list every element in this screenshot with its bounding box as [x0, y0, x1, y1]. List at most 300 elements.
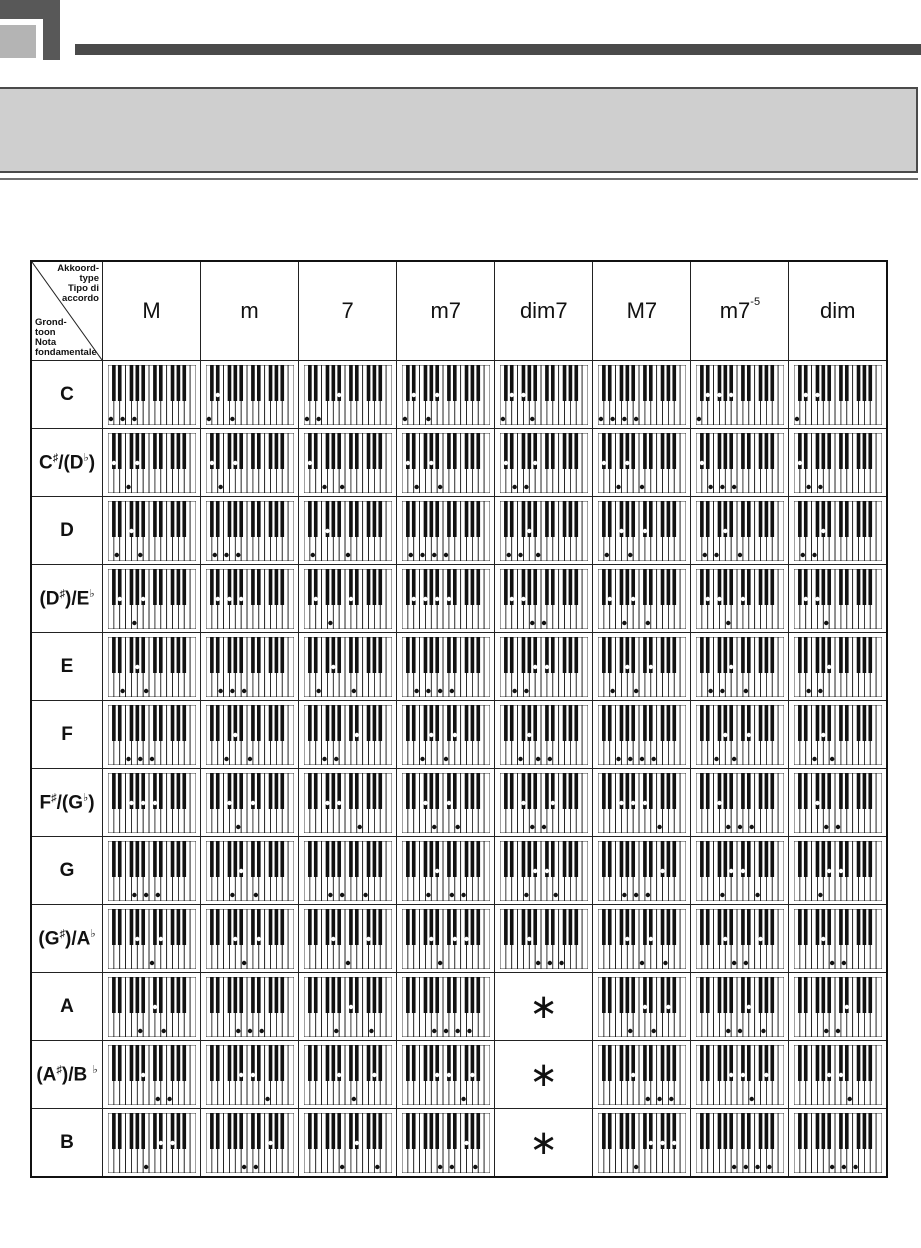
pressed-key-dot — [738, 552, 742, 556]
chord-type-name: m — [240, 298, 259, 323]
pressed-key-dot — [821, 936, 825, 940]
black-key — [706, 841, 710, 877]
black-key — [423, 841, 427, 877]
black-key — [619, 433, 623, 469]
black-key — [112, 841, 116, 877]
black-key — [476, 1113, 480, 1149]
black-key — [366, 569, 370, 605]
black-key — [631, 501, 635, 537]
chord-cell — [201, 973, 299, 1041]
chord-cell — [691, 973, 789, 1041]
black-key — [798, 1113, 802, 1149]
keyboard-diagram — [402, 1045, 490, 1105]
chord-type-label — [57, 264, 99, 304]
keyboard-diagram — [206, 433, 294, 493]
black-key — [216, 637, 220, 673]
white-key — [582, 569, 588, 629]
chord-cell — [201, 429, 299, 497]
black-key — [602, 773, 606, 809]
black-key — [182, 977, 186, 1013]
keyboard-diagram — [402, 365, 490, 425]
black-key — [827, 365, 831, 401]
black-key — [476, 433, 480, 469]
black-key — [723, 1113, 727, 1149]
black-key — [661, 909, 665, 945]
keyboard-diagram — [206, 637, 294, 697]
pressed-key-dot — [236, 824, 240, 828]
chord-cell — [691, 361, 789, 429]
black-key — [182, 1113, 186, 1149]
black-key — [562, 637, 566, 673]
keyboard-diagram — [304, 1045, 392, 1105]
white-key — [778, 637, 784, 697]
pressed-key-dot — [744, 960, 748, 964]
keyboard-diagram — [402, 569, 490, 629]
black-key — [476, 637, 480, 673]
pressed-key-dot — [815, 596, 819, 600]
pressed-key-dot — [815, 392, 819, 396]
pressed-key-dot — [120, 688, 124, 692]
pressed-key-dot — [432, 1028, 436, 1032]
black-key — [602, 977, 606, 1013]
pressed-key-dot — [138, 552, 142, 556]
pressed-key-dot — [749, 1096, 753, 1100]
black-key — [643, 705, 647, 741]
black-key — [821, 433, 825, 469]
black-key — [631, 637, 635, 673]
black-key — [619, 841, 623, 877]
white-key — [484, 977, 490, 1037]
keyboard-diagram — [206, 909, 294, 969]
black-key — [268, 773, 272, 809]
pressed-key-dot — [646, 1096, 650, 1100]
black-key — [770, 501, 774, 537]
pressed-key-dot — [149, 960, 153, 964]
keyboard-diagram — [206, 1045, 294, 1105]
black-key — [545, 909, 549, 945]
black-key — [233, 1045, 237, 1081]
black-key — [129, 433, 133, 469]
black-key — [435, 501, 439, 537]
white-key — [680, 569, 686, 629]
black-key — [308, 1113, 312, 1149]
white-key — [680, 637, 686, 697]
black-key — [839, 1113, 843, 1149]
black-key — [268, 977, 272, 1013]
pressed-key-dot — [322, 484, 326, 488]
chord-type-line: Akkoord- — [57, 263, 99, 274]
black-key — [798, 637, 802, 673]
black-key — [672, 773, 676, 809]
black-key — [423, 705, 427, 741]
black-key — [827, 773, 831, 809]
black-key — [349, 909, 353, 945]
pressed-key-dot — [129, 800, 133, 804]
black-key — [868, 841, 872, 877]
pressed-key-dot — [616, 756, 620, 760]
black-key — [700, 1113, 704, 1149]
black-key — [770, 705, 774, 741]
black-key — [182, 637, 186, 673]
black-key — [666, 909, 670, 945]
keyboard-diagram — [696, 501, 784, 561]
black-key — [464, 773, 468, 809]
white-key — [288, 1045, 294, 1105]
black-key — [845, 433, 849, 469]
black-key — [533, 501, 537, 537]
black-key — [447, 433, 451, 469]
black-key — [759, 433, 763, 469]
chord-cell — [691, 1109, 789, 1178]
pressed-key-dot — [714, 756, 718, 760]
black-key — [868, 1045, 872, 1081]
white-key — [288, 977, 294, 1037]
black-key — [729, 977, 733, 1013]
black-key — [251, 909, 255, 945]
black-key — [233, 977, 237, 1013]
black-key — [176, 433, 180, 469]
chord-cell — [789, 769, 887, 837]
black-key — [112, 909, 116, 945]
keyboard-diagram — [108, 977, 196, 1037]
pressed-key-dot — [625, 936, 629, 940]
black-key — [827, 1113, 831, 1149]
black-key — [366, 773, 370, 809]
white-key — [288, 909, 294, 969]
black-key — [839, 977, 843, 1013]
pressed-key-dot — [729, 1072, 733, 1076]
chord-cell — [103, 497, 201, 565]
root-note-text: C — [38, 452, 53, 474]
black-key — [274, 501, 278, 537]
pressed-key-dot — [830, 756, 834, 760]
black-key — [280, 1113, 284, 1149]
black-key — [251, 569, 255, 605]
black-key — [798, 841, 802, 877]
white-key — [778, 773, 784, 833]
pressed-key-dot — [530, 824, 534, 828]
chord-cell — [299, 1109, 397, 1178]
white-key — [778, 501, 784, 561]
pressed-key-dot — [827, 1072, 831, 1076]
black-key — [700, 977, 704, 1013]
white-key — [386, 501, 392, 561]
black-key — [406, 909, 410, 945]
pressed-key-dot — [236, 1028, 240, 1032]
black-key — [470, 841, 474, 877]
black-key — [435, 637, 439, 673]
black-key — [568, 841, 572, 877]
chord-cell — [397, 905, 495, 973]
white-key — [386, 1113, 392, 1173]
black-key — [257, 1045, 261, 1081]
keyboard-diagram — [304, 365, 392, 425]
black-key — [216, 1045, 220, 1081]
black-key — [868, 501, 872, 537]
black-key — [470, 501, 474, 537]
black-key — [706, 433, 710, 469]
white-key — [680, 1113, 686, 1173]
black-key — [815, 977, 819, 1013]
white-key — [876, 1113, 882, 1173]
pressed-key-dot — [348, 1004, 352, 1008]
black-key — [845, 773, 849, 809]
black-key — [366, 1113, 370, 1149]
black-key — [562, 841, 566, 877]
pressed-key-dot — [414, 484, 418, 488]
pressed-key-dot — [521, 392, 525, 396]
pressed-key-dot — [152, 1004, 156, 1008]
root-note-text: F — [61, 723, 73, 745]
pressed-key-dot — [628, 756, 632, 760]
black-key — [798, 977, 802, 1013]
black-key — [856, 433, 860, 469]
black-key — [551, 501, 555, 537]
black-key — [770, 637, 774, 673]
black-key — [274, 705, 278, 741]
pressed-key-dot — [767, 1164, 771, 1168]
chord-cell — [299, 429, 397, 497]
pressed-key-dot — [209, 460, 213, 464]
black-key — [331, 841, 335, 877]
pressed-key-dot — [827, 868, 831, 872]
pressed-key-dot — [411, 392, 415, 396]
white-key — [484, 773, 490, 833]
pressed-key-dot — [449, 688, 453, 692]
pressed-key-dot — [853, 1164, 857, 1168]
pressed-key-dot — [806, 484, 810, 488]
keyboard-diagram — [206, 841, 294, 901]
chord-cell — [201, 565, 299, 633]
black-key — [868, 569, 872, 605]
pressed-key-dot — [599, 416, 603, 420]
keyboard-diagram — [304, 773, 392, 833]
pressed-key-dot — [224, 756, 228, 760]
black-key — [608, 909, 612, 945]
white-key — [876, 1045, 882, 1105]
black-key — [747, 909, 751, 945]
pressed-key-dot — [628, 552, 632, 556]
white-key — [778, 365, 784, 425]
black-key — [862, 773, 866, 809]
black-key — [274, 637, 278, 673]
white-key — [680, 977, 686, 1037]
pressed-key-dot — [827, 664, 831, 668]
black-key — [337, 637, 341, 673]
black-key — [476, 365, 480, 401]
black-key — [527, 773, 531, 809]
chord-cell — [201, 361, 299, 429]
black-key — [608, 365, 612, 401]
keyboard-diagram — [206, 1113, 294, 1173]
black-key — [153, 1113, 157, 1149]
pressed-key-dot — [741, 868, 745, 872]
keyboard-diagram — [696, 1045, 784, 1105]
black-key — [159, 637, 163, 673]
black-key — [435, 705, 439, 741]
black-key — [233, 1113, 237, 1149]
pressed-key-dot — [836, 824, 840, 828]
pressed-key-dot — [646, 620, 650, 624]
pressed-key-dot — [542, 824, 546, 828]
black-key — [406, 977, 410, 1013]
chord-cell — [593, 361, 691, 429]
root-note-row — [31, 565, 887, 633]
root-note-header — [31, 565, 103, 633]
black-key — [476, 705, 480, 741]
keyboard-diagram — [402, 909, 490, 969]
black-key — [672, 501, 676, 537]
black-key — [141, 637, 145, 673]
black-key — [447, 501, 451, 537]
black-key — [862, 977, 866, 1013]
black-key — [274, 909, 278, 945]
black-key — [798, 773, 802, 809]
white-key — [288, 1113, 294, 1173]
black-key — [239, 637, 243, 673]
black-key — [349, 841, 353, 877]
white-key — [680, 1045, 686, 1105]
black-key — [170, 1045, 174, 1081]
black-key — [815, 501, 819, 537]
black-key — [562, 909, 566, 945]
root-note-label — [35, 318, 97, 358]
white-key — [778, 569, 784, 629]
pressed-key-dot — [524, 892, 528, 896]
black-key — [378, 773, 382, 809]
pressed-key-dot — [340, 1164, 344, 1168]
white-key — [778, 1113, 784, 1173]
black-key — [815, 1113, 819, 1149]
black-key — [856, 1045, 860, 1081]
white-key — [582, 909, 588, 969]
black-key — [856, 773, 860, 809]
black-key — [412, 433, 416, 469]
pressed-key-dot — [432, 552, 436, 556]
white-key — [582, 773, 588, 833]
chord-cell — [299, 905, 397, 973]
keyboard-diagram — [598, 773, 686, 833]
black-key — [435, 977, 439, 1013]
black-key — [464, 637, 468, 673]
pressed-key-dot — [250, 800, 254, 804]
white-key — [582, 705, 588, 765]
pressed-key-dot — [141, 596, 145, 600]
black-key — [325, 977, 329, 1013]
pressed-key-dot — [429, 936, 433, 940]
black-key — [135, 841, 139, 877]
pressed-key-dot — [660, 1140, 664, 1144]
black-key — [718, 1045, 722, 1081]
black-key — [574, 841, 578, 877]
pressed-key-dot — [841, 1164, 845, 1168]
black-key — [845, 569, 849, 605]
black-key — [759, 773, 763, 809]
black-key — [378, 909, 382, 945]
root-note-row — [31, 633, 887, 701]
black-key — [112, 637, 116, 673]
keyboard-diagram — [500, 433, 588, 493]
black-key — [274, 569, 278, 605]
black-key — [747, 1045, 751, 1081]
pressed-key-dot — [631, 596, 635, 600]
chord-cell — [789, 905, 887, 973]
pressed-key-dot — [438, 1164, 442, 1168]
black-key — [268, 501, 272, 537]
chord-cell — [593, 973, 691, 1041]
not-available-mark: ∗ — [529, 986, 559, 1027]
black-key — [770, 569, 774, 605]
black-key — [216, 773, 220, 809]
black-key — [210, 637, 214, 673]
black-key — [856, 365, 860, 401]
black-key — [331, 977, 335, 1013]
root-note-row — [31, 429, 887, 497]
black-key — [649, 433, 653, 469]
root-note-row — [31, 973, 887, 1041]
keyboard-diagram — [598, 637, 686, 697]
black-key — [729, 501, 733, 537]
pressed-key-dot — [830, 1164, 834, 1168]
keyboard-diagram — [500, 365, 588, 425]
black-key — [366, 705, 370, 741]
black-key — [747, 841, 751, 877]
black-key — [135, 705, 139, 741]
chord-type-header — [103, 261, 201, 361]
black-key — [672, 637, 676, 673]
black-key — [747, 569, 751, 605]
black-key — [366, 1045, 370, 1081]
black-key — [251, 705, 255, 741]
black-key — [251, 501, 255, 537]
black-key — [406, 1045, 410, 1081]
black-key — [251, 841, 255, 877]
pressed-key-dot — [313, 596, 317, 600]
black-key — [602, 705, 606, 741]
black-key — [845, 1113, 849, 1149]
black-key — [464, 501, 468, 537]
black-key — [378, 1045, 382, 1081]
pressed-key-dot — [803, 392, 807, 396]
black-key — [429, 637, 433, 673]
black-key — [666, 569, 670, 605]
chord-cell — [299, 565, 397, 633]
black-key — [366, 841, 370, 877]
pressed-key-dot — [114, 552, 118, 556]
white-key — [582, 433, 588, 493]
chord-cell — [299, 837, 397, 905]
keyboard-diagram — [500, 909, 588, 969]
black-key — [378, 569, 382, 605]
black-key — [129, 365, 133, 401]
black-key — [551, 433, 555, 469]
chord-type-line: Tipo di — [68, 283, 99, 294]
black-key — [764, 977, 768, 1013]
black-key — [182, 705, 186, 741]
black-key — [325, 569, 329, 605]
root-note-text: ) — [88, 792, 95, 814]
chord-cell — [103, 1109, 201, 1178]
keyboard-diagram — [696, 705, 784, 765]
black-key — [314, 977, 318, 1013]
pressed-key-dot — [256, 936, 260, 940]
pressed-key-dot — [233, 732, 237, 736]
black-key — [608, 433, 612, 469]
black-key — [856, 501, 860, 537]
pressed-key-dot — [521, 800, 525, 804]
black-key — [649, 365, 653, 401]
black-key — [562, 569, 566, 605]
